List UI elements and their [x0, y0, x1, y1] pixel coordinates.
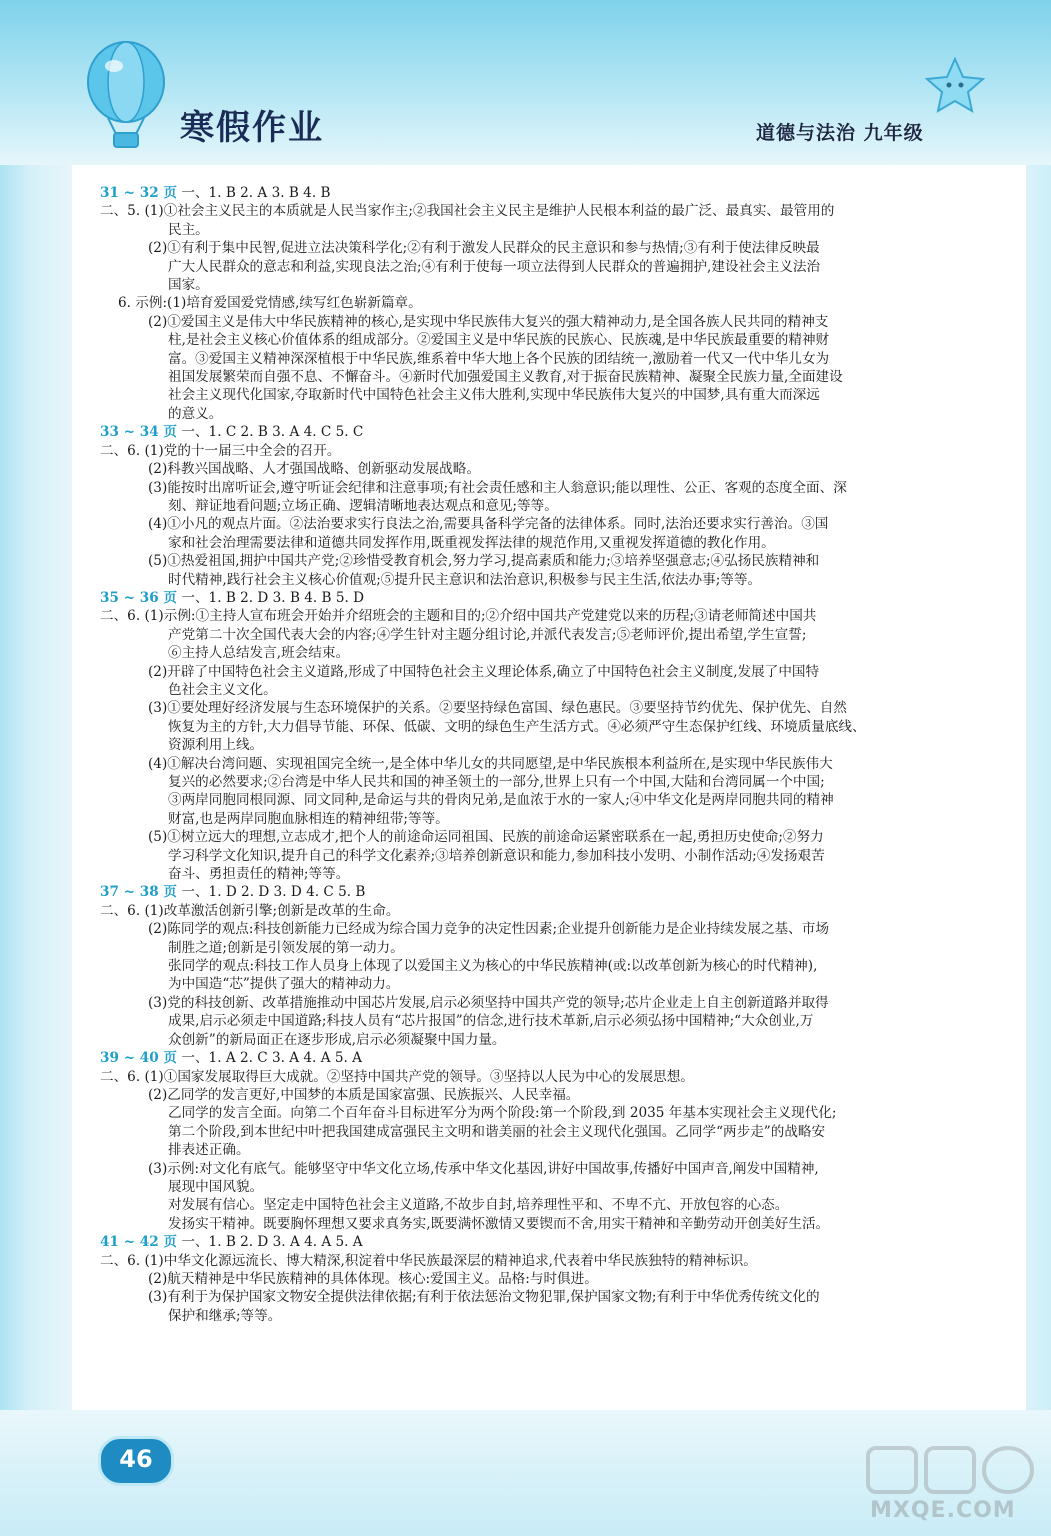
answer-line: [100, 902, 1005, 920]
answer-text: 一、1. B 2. D 3. B 4. B 5. D: [177, 589, 365, 606]
answer-line: [100, 1252, 1005, 1270]
answer-line: [100, 313, 1005, 331]
answer-text: 保护和继承;等等。: [168, 1307, 282, 1324]
section-header-line: [100, 423, 1005, 441]
answer-line: [100, 1104, 1005, 1122]
page-range-label: 35 ~ 36 页: [100, 589, 178, 606]
answer-line: [100, 681, 1005, 699]
answer-text: 财富,也是两岸同胞血脉相连的精神纽带;等等。: [168, 810, 449, 827]
answer-line: [100, 644, 1005, 662]
answer-line: [100, 718, 1005, 736]
page-range-label: 39 ~ 40 页: [100, 1050, 178, 1067]
section-header-line: [100, 589, 1005, 607]
answer-line: [100, 791, 1005, 809]
answer-text: 学习科学文化知识,提升自己的科学文化素养;③培养创新意识和能力,参加科技小发明、小制作活动;④发扬艰苦: [168, 847, 825, 864]
answer-text: 富。③爱国主义精神深深植根于中华民族,维系着中华大地上各个民族的团结统一,激励着一代又一代中华儿女为: [168, 350, 830, 367]
answer-text: (4)①小凡的观点片面。②法治要求实行良法之治,需要具备科学完备的法律体系。同时,法治还要求实行善治。③国: [148, 516, 829, 533]
answer-text: (2)科教兴国战略、人才强国战略、创新驱动发展战略。: [148, 461, 480, 478]
section-header-line: [100, 184, 1005, 202]
answer-text: 制胜之道;创新是引领发展的第一动力。: [168, 939, 404, 956]
answer-text: (5)①热爱祖国,拥护中国共产党;②珍惜受教育机会,努力学习,提高素质和能力;③培养坚强意志;④弘扬民族精神和: [148, 553, 820, 570]
answer-text: 对发展有信心。坚定走中国特色社会主义道路,不故步自封,培养理性平和、不卑不亢、开放包容的心态。: [168, 1197, 789, 1214]
page-range-label: 31 ~ 32 页: [100, 185, 178, 201]
answer-text: 复兴的必然要求;②台湾是中华人民共和国的神圣领土的一部分,世界上只有一个中国,大陆和台湾同属一个中国;: [168, 774, 825, 790]
answer-line: [100, 405, 1005, 423]
answer-line: [100, 1123, 1005, 1141]
answer-text: (2)①有利于集中民智,促进立法决策科学化;②有利于激发人民群众的民主意识和参与热情;③有利于使法律反映最: [148, 240, 820, 257]
page-range-label: 41 ~ 42 页: [100, 1234, 178, 1251]
answer-text: 广大人民群众的意志和利益,实现良法之治;④有利于使每一项立法得到人民群众的普遍拥护,建设社会主义法治: [168, 258, 821, 275]
answer-text: 乙同学的发言全面。向第二个百年奋斗目标进军分为两个阶段:第一个阶段,到 2035 年基本实现社会主义现代化;: [168, 1105, 837, 1122]
title-main: 寒假: [180, 108, 252, 148]
answer-line: [100, 755, 1005, 773]
answer-text: (5)①树立远大的理想,立志成才,把个人的前途命运同祖国、民族的前途命运紧密联系在一起,勇担历史使命;②努力: [148, 829, 824, 846]
answer-line: [100, 1012, 1005, 1030]
star-icon: [920, 55, 990, 115]
answer-line: [100, 957, 1005, 975]
answer-text: 祖国发展繁荣而自强不息、不懈奋斗。④新时代加强爱国主义教育,对于振奋民族精神、凝聚全民族力量,全面建设: [168, 369, 843, 386]
answer-text: 产党第二十次全国代表大会的内容;④学生针对主题分组讨论,并派代表发言;⑤老师评价,提出希望,学生宣誓;: [168, 626, 807, 643]
answer-text: 奋斗、勇担责任的精神;等等。: [168, 866, 350, 883]
answer-text: (3)党的科技创新、改革措施推动中国芯片发展,启示必须坚持中国共产党的领导;芯片企业走上自主创新道路并取得: [148, 994, 829, 1011]
answer-line: [100, 1270, 1005, 1288]
answer-line: [100, 626, 1005, 644]
answer-text: 二、6. (1)党的十一届三中全会的召开。: [100, 442, 341, 459]
section-header-line: [100, 1049, 1005, 1067]
hot-air-balloon-icon: [78, 40, 174, 150]
answer-line: [100, 442, 1005, 460]
answer-line: [100, 865, 1005, 883]
section-header-line: [100, 1233, 1005, 1251]
answer-line: [100, 1307, 1005, 1325]
answer-line: [100, 828, 1005, 846]
answer-line: [100, 1086, 1005, 1104]
answer-line: [100, 939, 1005, 957]
watermark-logo-icon: [860, 1440, 1040, 1500]
answer-line: [100, 663, 1005, 681]
answer-line: [100, 258, 1005, 276]
answer-text: 国家。: [168, 277, 209, 294]
page-number: 46: [119, 1445, 153, 1473]
answer-line: [100, 368, 1005, 386]
answer-line: [100, 350, 1005, 368]
answer-line: [100, 515, 1005, 533]
answer-text: 社会主义现代化国家,夺取新时代中国特色社会主义伟大胜利,实现中华民族伟大复兴的中国梦,具有重大而深远: [168, 387, 820, 404]
answer-text: 6. 示例:(1)培育爱国爱党情感,续写红色崭新篇章。: [118, 295, 422, 312]
answer-line: [100, 221, 1005, 239]
answer-line: [100, 534, 1005, 552]
answer-text: 一、1. C 2. B 3. A 4. C 5. C: [177, 424, 364, 441]
answer-text: 展现中国风貌。: [168, 1178, 264, 1195]
answer-line: [100, 607, 1005, 625]
answer-text: 一、1. B 2. D 3. A 4. A 5. A: [177, 1234, 363, 1251]
answer-line: [100, 460, 1005, 478]
answer-text: 第二个阶段,到本世纪中叶把我国建成富强民主文明和谐美丽的社会主义现代化强国。乙同学“两步走”的战略安: [168, 1123, 826, 1140]
answer-text: 张同学的观点:科技工作人员身上体现了以爱国主义为核心的中华民族精神(或:以改革创新为核心的时代精神),: [168, 958, 818, 975]
subject-grade: 道德与法治 九年级: [756, 122, 924, 144]
answer-line: [100, 571, 1005, 589]
answer-line: [100, 552, 1005, 570]
answer-line: [100, 1178, 1005, 1196]
answer-text: (2)陈同学的观点:科技创新能力已经成为综合国力竞争的决定性因素;企业提升创新能力是企业持续发展之基、市场: [148, 921, 829, 938]
answer-line: [100, 202, 1005, 220]
answer-line: [100, 810, 1005, 828]
answer-text: 二、6. (1)中华文化源远流长、博大精深,积淀着中华民族最深层的精神追求,代表着中华民族独特的精神标识。: [100, 1252, 757, 1269]
title-sub: 作业: [252, 108, 324, 148]
answer-line: [100, 294, 1005, 312]
answer-line: [100, 276, 1005, 294]
answer-text: (3)能按时出席听证会,遵守听证会纪律和注意事项;有社会责任感和主人翁意识;能以理性、公正、客观的态度全面、深: [148, 479, 847, 496]
answer-text: 民主。: [168, 221, 209, 238]
answer-text: 众创新”的新局面正在逐步形成,启示必须凝聚中国力量。: [168, 1031, 506, 1048]
answer-text: (3)有利于为保护国家文物安全提供法律依据;有利于依法惩治文物犯罪,保护国家文物;有利于中华优秀传统文化的: [148, 1289, 820, 1306]
answer-text: ③两岸同胞同根同源、同文同种,是命运与共的骨肉兄弟,是血浓于水的一家人;④中华文化是两岸同胞共同的精神: [168, 792, 834, 809]
page-range-label: 37 ~ 38 页: [100, 884, 178, 901]
answer-line: [100, 1196, 1005, 1214]
answer-text: ⑥主持人总结发言,班会结束。: [168, 645, 350, 662]
answer-text: 一、1. B 2. A 3. B 4. B: [177, 185, 331, 201]
answer-line: [100, 1160, 1005, 1178]
answer-text: 恢复为主的方针,大力倡导节能、环保、低碳、文明的绿色生产生活方式。④必须严守生态保护红线、环境质量底线、: [168, 718, 866, 735]
answer-text: 一、1. D 2. D 3. D 4. C 5. B: [177, 884, 366, 901]
watermark-text: MXQE.COM: [870, 1498, 1016, 1523]
answer-text: 二、6. (1)示例:①主持人宣布班会开始并介绍班会的主题和目的;②介绍中国共产党建党以来的历程;③请老师简述中国共: [100, 608, 817, 625]
answer-line: [100, 1215, 1005, 1233]
answer-text: 成果,启示必须走中国道路;科技人员有“芯片报国”的信念,进行技术革新,启示必须弘扬中国精神;“大众创业,万: [168, 1013, 814, 1030]
answer-line: [100, 699, 1005, 717]
answer-line: [100, 773, 1005, 791]
answer-text: (2)航天精神是中华民族精神的具体体现。核心:爱国主义。品格:与时俱进。: [148, 1270, 598, 1287]
page-number-badge: [98, 1436, 174, 1486]
answer-text: 发扬实干精神。既要胸怀理想又要求真务实,既要满怀激情又要锲而不舍,用实干精神和辛勤劳动开创美好生活。: [168, 1215, 830, 1232]
answer-text: 时代精神,践行社会主义核心价值观;⑤提升民主意识和法治意识,积极参与民主生活,依法办事;等等。: [168, 571, 762, 588]
answer-text: (2)开辟了中国特色社会主义道路,形成了中国特色社会主义理论体系,确立了中国特色社会主义制度,发展了中国特: [148, 663, 820, 680]
answer-text: 二、5. (1)①社会主义民主的本质就是人民当家作主;②我国社会主义民主是维护人民根本利益的最广泛、最真实、最管用的: [100, 203, 835, 220]
answer-text: 家和社会治理需要法律和道德共同发挥作用,既重视发挥法律的规范作用,又重视发挥道德的教化作用。: [168, 534, 775, 551]
answer-text: (2)乙同学的发言更好,中国梦的本质是国家富强、民族振兴、人民幸福。: [148, 1086, 580, 1103]
answer-text: 柱,是社会主义核心价值体系的组成部分。②爱国主义是中华民族的民族心、民族魂,是中华民族最重要的精神财: [168, 332, 830, 349]
answer-line: [100, 1141, 1005, 1159]
answer-line: [100, 994, 1005, 1012]
answer-text: 色社会主义文化。: [168, 681, 277, 698]
answer-line: [100, 497, 1005, 515]
answer-line: [100, 1288, 1005, 1306]
answer-line: [100, 736, 1005, 754]
answer-text: (4)①解决台湾问题、实现祖国完全统一,是全体中华儿女的共同愿望,是中华民族根本利益所在,是实现中华民族伟大: [148, 755, 833, 772]
answer-text: 的意义。: [168, 405, 223, 422]
section-header-line: [100, 883, 1005, 901]
answer-text: 排表述正确。: [168, 1142, 250, 1159]
answer-text: 刻、辩证地看问题;立场正确、逻辑清晰地表达观点和意见;等等。: [168, 497, 558, 514]
answer-text: 为中国造“芯”提供了强大的精神动力。: [168, 976, 400, 993]
answer-text: (3)示例:对文化有底气。能够坚守中华文化立场,传承中华文化基因,讲好中国故事,传播好中国声音,阐发中国精神,: [148, 1160, 819, 1177]
answer-text: 二、6. (1)①国家发展取得巨大成就。②坚持中国共产党的领导。③坚持以人民为中心的发展思想。: [100, 1068, 694, 1085]
answer-line: [100, 386, 1005, 404]
book-title: [180, 100, 324, 149]
answer-line: [100, 331, 1005, 349]
answer-text: (2)①爱国主义是伟大中华民族精神的核心,是实现中华民族伟大复兴的强大精神动力,是全国各族人民共同的精神支: [148, 313, 829, 330]
answer-line: [100, 920, 1005, 938]
answer-line: [100, 1031, 1005, 1049]
answer-text: (3)①要处理好经济发展与生态环境保护的关系。②要坚持绿色富国、绿色惠民。③要坚持节约优先、保护优先、自然: [148, 700, 847, 717]
answer-content: [100, 184, 1005, 1325]
page-range-label: 33 ~ 34 页: [100, 424, 178, 441]
answer-line: [100, 479, 1005, 497]
answer-line: [100, 239, 1005, 257]
answer-text: 二、6. (1)改革激活创新引擎;创新是改革的生命。: [100, 902, 400, 919]
answer-text: 资源利用上线。: [168, 737, 264, 754]
answer-text: 一、1. A 2. C 3. A 4. A 5. A: [177, 1050, 362, 1067]
watermark: [860, 1440, 1040, 1530]
answer-line: [100, 1068, 1005, 1086]
answer-line: [100, 847, 1005, 865]
answer-line: [100, 975, 1005, 993]
